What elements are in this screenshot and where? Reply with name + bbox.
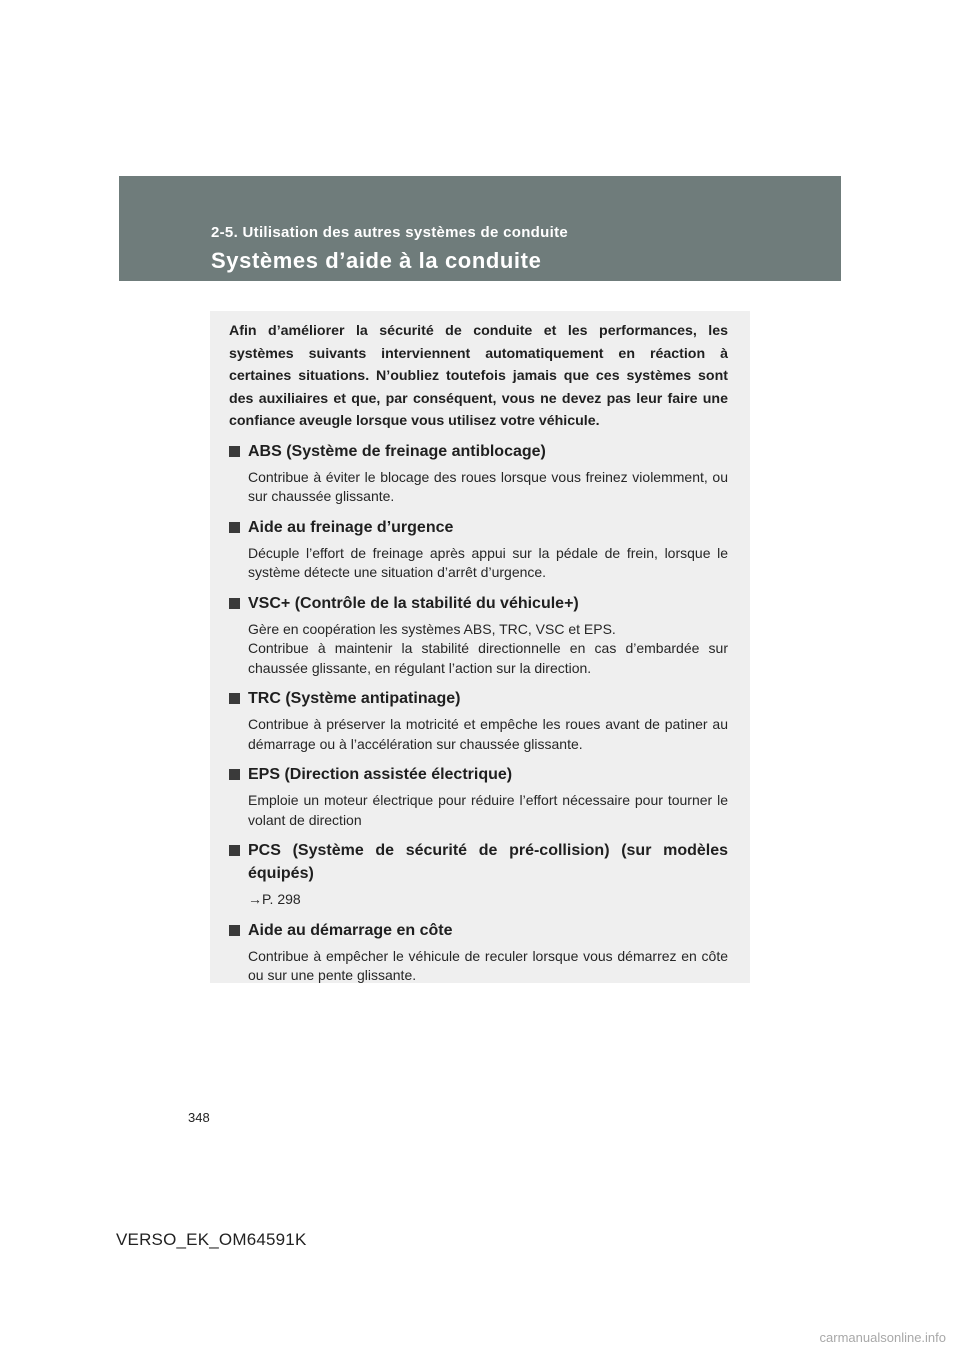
item-description — [248, 947, 728, 986]
square-bullet-icon — [229, 446, 240, 457]
item-description-line: Emploie un moteur électrique pour réduire l’effort nécessaire pour tourner le volant de direction — [248, 792, 728, 828]
content-box — [210, 311, 750, 983]
list-item — [229, 592, 728, 679]
item-description — [248, 620, 728, 679]
square-bullet-icon — [229, 925, 240, 936]
chapter-header — [119, 176, 841, 281]
item-heading — [229, 440, 728, 463]
watermark: carmanualsonline.info — [819, 1330, 946, 1345]
item-description — [248, 791, 728, 830]
item-heading — [229, 592, 728, 615]
list-item — [229, 763, 728, 830]
list-item — [229, 440, 728, 507]
item-heading — [229, 516, 728, 539]
list-item — [229, 839, 728, 910]
item-heading — [229, 919, 728, 942]
item-description-line: Contribue à préserver la motricité et empêche les roues avant de patiner au démarrage ou à l’accélération sur chaussée glissante. — [248, 716, 728, 752]
square-bullet-icon — [229, 845, 240, 856]
item-heading-text: VSC+ (Contrôle de la stabilité du véhicule+) — [248, 594, 579, 612]
item-description-line: →P. 298 — [248, 891, 301, 907]
section-label: 2-5. Utilisation des autres systèmes de conduite — [211, 224, 569, 241]
item-description-line: Contribue à maintenir la stabilité directionnelle en cas d’embardée sur chaussée glissante, en régulant l’action sur la direction. — [248, 640, 728, 676]
item-description — [248, 890, 728, 910]
item-description — [248, 544, 728, 583]
square-bullet-icon — [229, 693, 240, 704]
square-bullet-icon — [229, 769, 240, 780]
item-heading-text: Aide au freinage d’urgence — [248, 518, 454, 536]
list-item — [229, 687, 728, 754]
intro-paragraph: Afin d’améliorer la sécurité de conduite et les performances, les systèmes suivants interviennent automatiquement en réaction à certaines situations. N’oubliez toutefois jamais que ces systèmes sont des auxiliaires et que, par conséquent, vous ne devez pas leur faire une confiance aveugle lorsque vous utilisez votre véhicule. — [229, 323, 728, 429]
item-description-line: Décuple l’effort de freinage après appui sur la pédale de frein, lorsque le système détecte une situation d’arrêt d’urgence. — [248, 544, 728, 580]
page-number: 348 — [188, 1110, 210, 1125]
item-heading — [229, 763, 728, 786]
item-heading-text: Aide au démarrage en côte — [248, 921, 453, 939]
item-description-line: Gère en coopération les systèmes ABS, TRC, VSC et EPS. — [248, 620, 616, 637]
item-heading — [229, 839, 728, 885]
item-heading — [229, 687, 728, 710]
document-code: VERSO_EK_OM64591K — [116, 1230, 307, 1249]
item-heading-text: PCS (Système de sécurité de pré-collision) (sur modèles équipés) — [248, 842, 728, 882]
item-heading-text: TRC (Système antipatinage) — [248, 690, 461, 707]
systems-list — [229, 440, 728, 986]
list-item — [229, 919, 728, 986]
item-heading-text: EPS (Direction assistée électrique) — [248, 766, 513, 783]
square-bullet-icon — [229, 522, 240, 533]
item-heading-text: ABS (Système de freinage antiblocage) — [248, 442, 546, 460]
item-description — [248, 468, 728, 507]
item-description-line: Contribue à empêcher le véhicule de reculer lorsque vous démarrez en côte ou sur une pente glissante. — [248, 947, 728, 983]
list-item — [229, 516, 728, 583]
square-bullet-icon — [229, 598, 240, 609]
item-description-line: Contribue à éviter le blocage des roues lorsque vous freinez violemment, ou sur chaussée glissante. — [248, 468, 728, 504]
item-description — [248, 715, 728, 754]
page-title: Systèmes d’aide à la conduite — [211, 248, 542, 273]
